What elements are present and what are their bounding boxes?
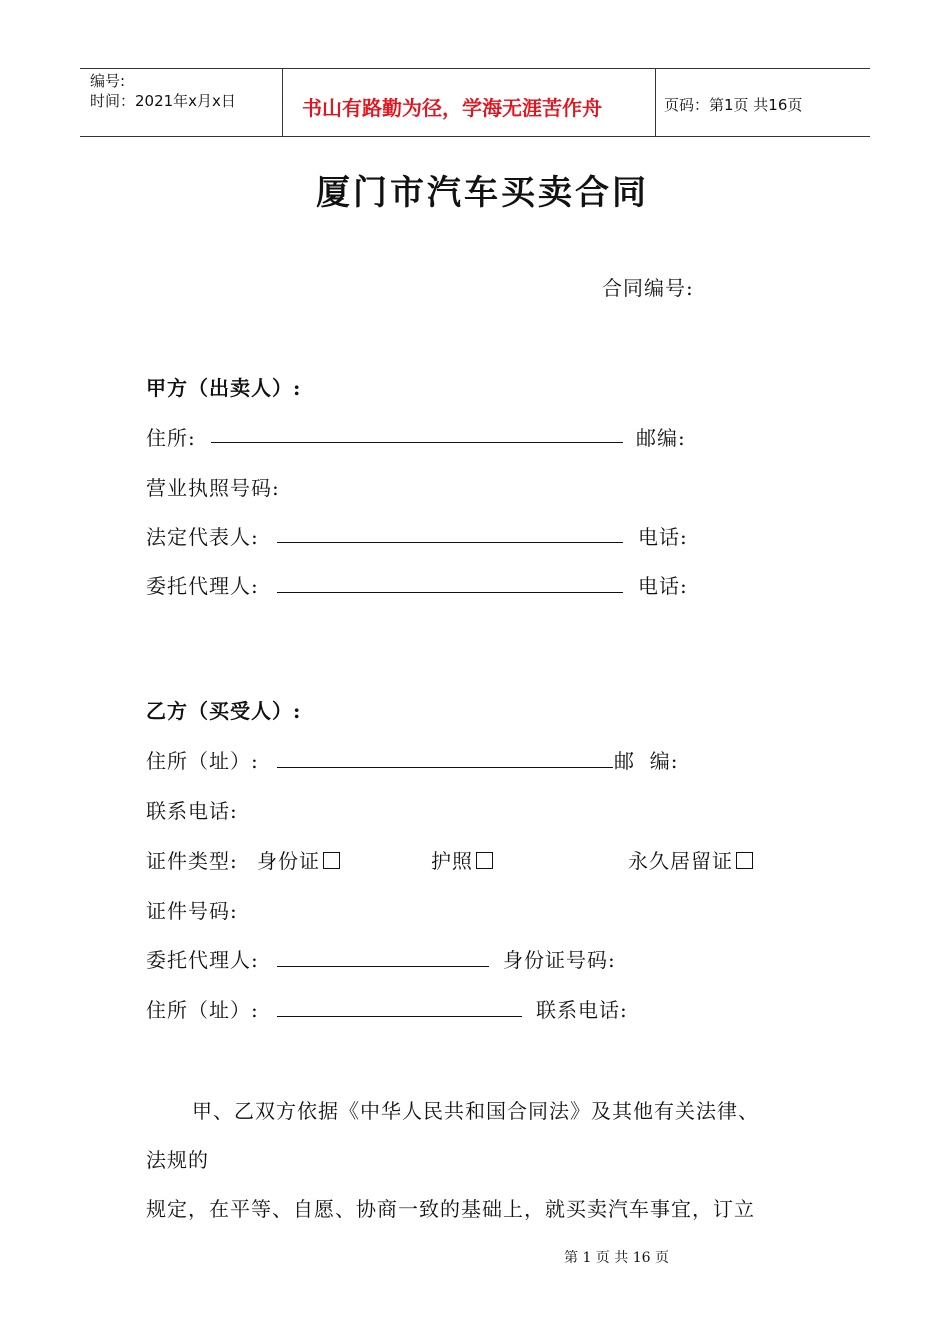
- contract-number-label: 合同编号:: [602, 276, 694, 300]
- party-a-phone-label-2: 电话:: [638, 574, 688, 598]
- party-b-agent-address-label: 住所（址）:: [146, 998, 259, 1022]
- preamble-line-3: 规定，在平等、自愿、协商一致的基础上，就买卖汽车事宜，订立: [146, 1197, 755, 1221]
- party-b-agent-underline: [277, 966, 489, 967]
- preamble-line-2: 法规的: [146, 1148, 209, 1172]
- party-a-heading: 甲方（出卖人）:: [146, 376, 302, 400]
- id-card-label: 身份证: [257, 849, 320, 873]
- page-footer: 第 1 页 共 16 页: [564, 1250, 669, 1266]
- party-a-legal-rep-label: 法定代表人:: [146, 525, 259, 549]
- header-bottom-border: [80, 136, 870, 137]
- party-a-postcode-label: 邮编:: [636, 426, 686, 450]
- party-a-address-underline: [211, 442, 623, 443]
- party-b-agent-id-label: 身份证号码:: [503, 948, 616, 972]
- residence-option[interactable]: [628, 845, 753, 874]
- party-b-id-number-label: 证件号码:: [146, 899, 238, 923]
- header-motto: 书山有路勤为径，学海无涯苦作舟: [302, 96, 602, 120]
- party-a-legal-rep-underline: [277, 542, 623, 543]
- party-b-address-label: 住所（址）:: [146, 749, 259, 773]
- party-a-agent-underline: [277, 592, 623, 593]
- id-card-option[interactable]: [257, 845, 340, 874]
- id-card-checkbox[interactable]: [323, 852, 340, 869]
- residence-checkbox[interactable]: [736, 852, 753, 869]
- party-a-agent-label: 委托代理人:: [146, 574, 259, 598]
- passport-checkbox[interactable]: [476, 852, 493, 869]
- party-a-license-label: 营业执照号码:: [146, 476, 280, 500]
- party-b-id-type-label: 证件类型:: [146, 849, 238, 873]
- party-a-address-label: 住所:: [146, 426, 196, 450]
- preamble-line-1: 甲、乙双方依据《中华人民共和国合同法》及其他有关法律、: [192, 1099, 759, 1123]
- party-b-agent-label: 委托代理人:: [146, 948, 259, 972]
- party-a-phone-label-1: 电话:: [638, 525, 688, 549]
- passport-label: 护照: [431, 849, 473, 873]
- document-title: 厦门市汽车买卖合同: [316, 173, 649, 213]
- header-time-label: 时间：2021年x月x日: [90, 92, 236, 110]
- party-b-postcode-label: 邮 编:: [614, 749, 679, 773]
- header-divider-left: [282, 68, 283, 136]
- party-b-agent-phone-label: 联系电话:: [536, 998, 628, 1022]
- header-page-info: 页码：第1页 共16页: [664, 96, 803, 114]
- party-b-agent-address-underline: [277, 1016, 522, 1017]
- header-top-border: [80, 68, 870, 69]
- party-b-address-underline: [277, 767, 613, 768]
- header-divider-right: [655, 68, 656, 136]
- party-b-heading: 乙方（买受人）:: [146, 699, 302, 723]
- header-number-label: 编号:: [90, 72, 126, 90]
- residence-label: 永久居留证: [628, 849, 733, 873]
- party-b-contact-phone-label: 联系电话:: [146, 799, 238, 823]
- passport-option[interactable]: [431, 845, 493, 874]
